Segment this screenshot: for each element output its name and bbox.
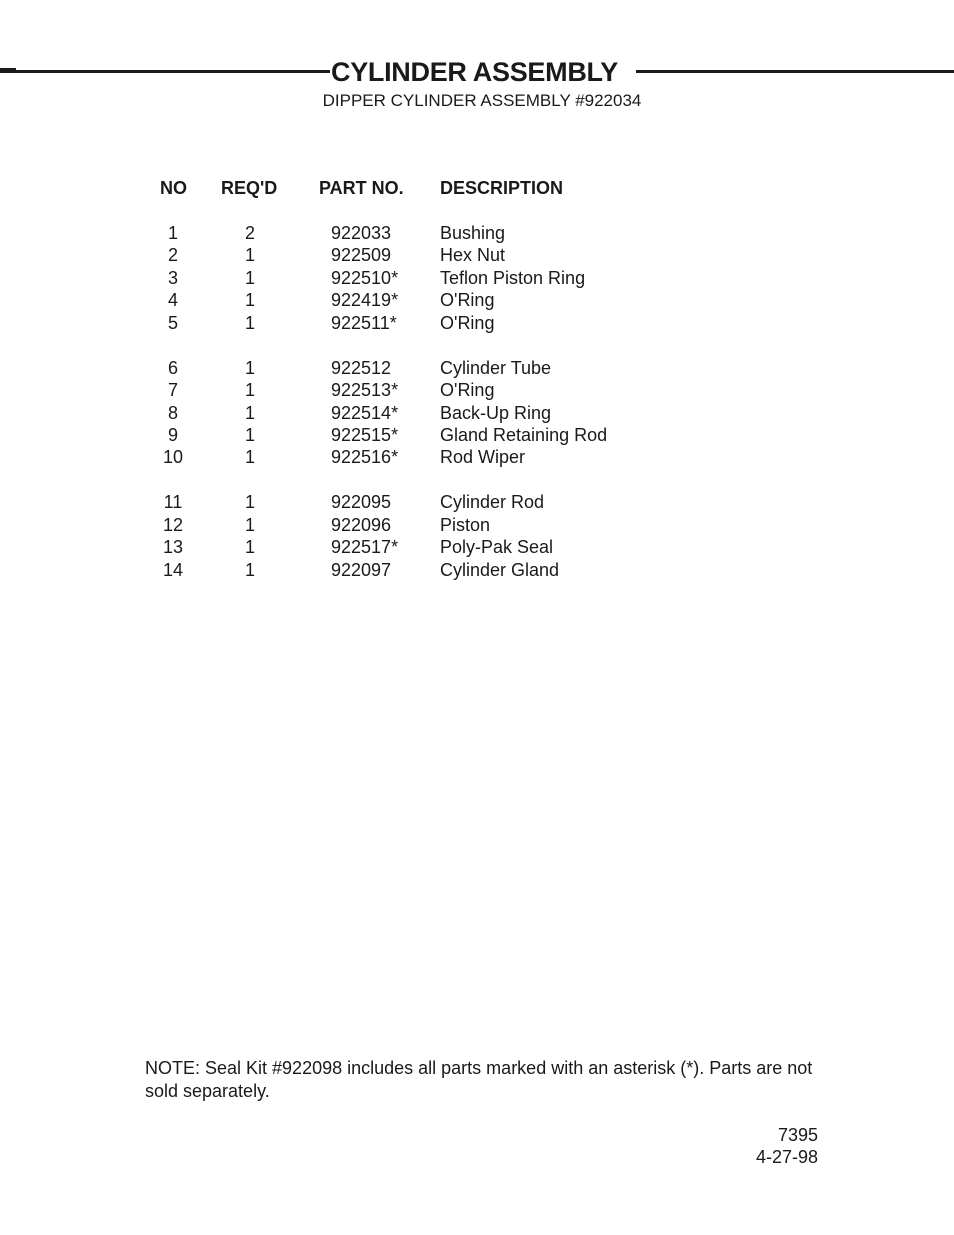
part-number-index: 3 bbox=[167, 268, 178, 288]
column-header-description: DESCRIPTION bbox=[440, 178, 564, 198]
part-description: Cylinder Gland bbox=[440, 560, 560, 580]
quantity-required: 1 bbox=[244, 492, 255, 512]
part-number: 922510* bbox=[331, 268, 399, 288]
part-number: 922033 bbox=[331, 223, 392, 243]
part-number: 922517* bbox=[331, 537, 399, 557]
part-number-index: 10 bbox=[162, 447, 184, 467]
document-number: 7395 bbox=[777, 1125, 818, 1145]
column-header-reqd: REQ'D bbox=[221, 178, 278, 198]
part-number-index: 12 bbox=[162, 515, 184, 535]
part-description: Back-Up Ring bbox=[440, 403, 552, 423]
part-number: 922512 bbox=[331, 358, 392, 378]
part-number-index: 7 bbox=[167, 380, 178, 400]
title-row bbox=[0, 56, 954, 88]
part-description: O'Ring bbox=[440, 313, 495, 333]
column-header-part-no: PART NO. bbox=[319, 178, 404, 198]
quantity-required: 1 bbox=[244, 313, 255, 333]
quantity-required: 2 bbox=[244, 223, 255, 243]
quantity-required: 1 bbox=[244, 358, 255, 378]
quantity-required: 1 bbox=[244, 268, 255, 288]
quantity-required: 1 bbox=[244, 245, 255, 265]
quantity-required: 1 bbox=[244, 403, 255, 423]
part-number-index: 13 bbox=[162, 537, 184, 557]
part-description: O'Ring bbox=[440, 380, 495, 400]
quantity-required: 1 bbox=[244, 560, 255, 580]
part-number: 922097 bbox=[331, 560, 392, 580]
quantity-required: 1 bbox=[244, 290, 255, 310]
part-description: Piston bbox=[440, 515, 491, 535]
part-number-index: 5 bbox=[167, 313, 178, 333]
part-number-index: 2 bbox=[167, 245, 178, 265]
part-description: Rod Wiper bbox=[440, 447, 526, 467]
part-description: Bushing bbox=[440, 223, 506, 243]
part-number-index: 11 bbox=[163, 492, 183, 512]
seal-kit-note: NOTE: Seal Kit #922098 includes all parts marked with an asterisk (*). Parts are not sold separately. bbox=[145, 1058, 813, 1101]
quantity-required: 1 bbox=[244, 425, 255, 445]
part-number-index: 9 bbox=[167, 425, 178, 445]
part-description: Poly-Pak Seal bbox=[440, 537, 554, 557]
part-number: 922511* bbox=[331, 313, 397, 333]
title-rule-left bbox=[0, 70, 330, 73]
part-number-index: 8 bbox=[167, 403, 178, 423]
part-number: 922515* bbox=[331, 425, 399, 445]
quantity-required: 1 bbox=[244, 447, 255, 467]
part-number-index: 14 bbox=[162, 560, 184, 580]
part-number: 922516* bbox=[331, 447, 399, 467]
title-rule-right bbox=[636, 70, 954, 73]
page-subtitle bbox=[0, 91, 954, 111]
part-description: Cylinder Tube bbox=[440, 358, 552, 378]
quantity-required: 1 bbox=[244, 537, 255, 557]
part-description: Hex Nut bbox=[440, 245, 506, 265]
part-number-index: 1 bbox=[167, 223, 178, 243]
subtitle-text: DIPPER CYLINDER ASSEMBLY #922034 bbox=[322, 91, 642, 110]
part-description: Gland Retaining Rod bbox=[440, 425, 608, 445]
part-description: O'Ring bbox=[440, 290, 495, 310]
part-number: 922095 bbox=[331, 492, 392, 512]
part-number: 922096 bbox=[331, 515, 392, 535]
part-number: 922509 bbox=[331, 245, 392, 265]
part-number-index: 4 bbox=[167, 290, 178, 310]
document-date: 4-27-98 bbox=[755, 1147, 818, 1167]
part-number: 922514* bbox=[331, 403, 399, 423]
part-description: Teflon Piston Ring bbox=[440, 268, 586, 288]
page-title: CYLINDER ASSEMBLY bbox=[331, 57, 618, 87]
column-header-no: NO bbox=[160, 178, 187, 198]
quantity-required: 1 bbox=[244, 515, 255, 535]
quantity-required: 1 bbox=[244, 380, 255, 400]
part-number-index: 6 bbox=[167, 358, 178, 378]
part-number: 922419* bbox=[331, 290, 399, 310]
part-description: Cylinder Rod bbox=[440, 492, 545, 512]
part-number: 922513* bbox=[331, 380, 399, 400]
